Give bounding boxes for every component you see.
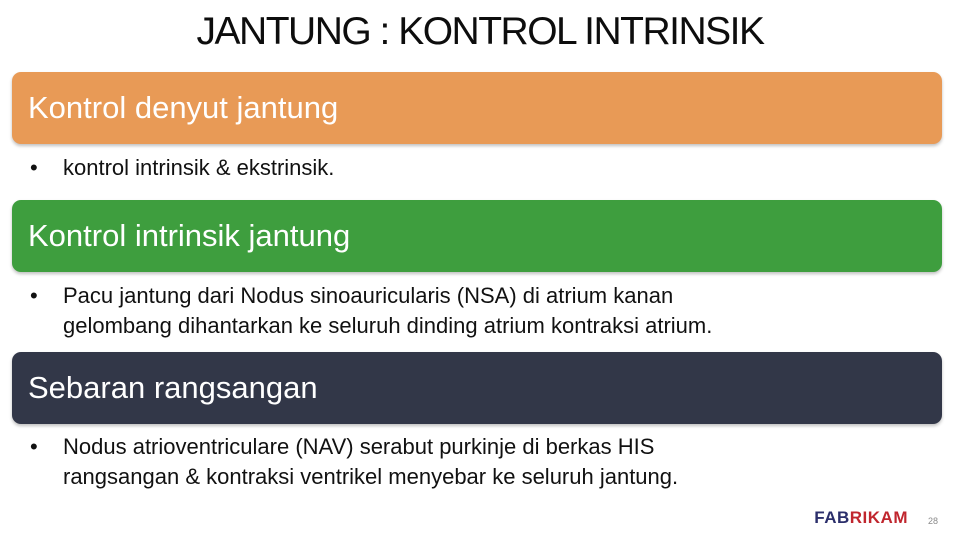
bullet-text: Pacu jantung dari Nodus sinoauricularis (NSA) di atrium kanan [63, 283, 674, 308]
section-bullet-stimulus-spread [30, 432, 930, 492]
section-heading-text: Sebaran rangsangan [28, 370, 318, 405]
bullet-text: kontrol intrinsik & ekstrinsik. [63, 155, 335, 180]
bullet-line [30, 153, 930, 183]
slide-title: JANTUNG : KONTROL INTRINSIK [196, 10, 764, 53]
page-number: 28 [927, 516, 938, 526]
bullet-text: Nodus atrioventriculare (NAV) serabut purkinje di berkas HIS [63, 434, 655, 459]
bullet-dot: • [30, 283, 38, 308]
brand-text-part2: RIKAM [849, 508, 908, 527]
section-heading-text: Kontrol denyut jantung [28, 90, 339, 125]
bullet-dot: • [30, 434, 38, 459]
brand-text-part1: FAB [814, 508, 850, 527]
bullet-line [30, 432, 930, 462]
bullet-line [30, 281, 930, 311]
section-heading-intrinsic-control [12, 200, 942, 272]
section-bullet-intrinsic-control [30, 281, 930, 341]
footer-brand-logo [814, 508, 908, 528]
bullet-dot: • [30, 155, 38, 180]
bullet-line-continuation: rangsangan & kontraksi ventrikel menyebar ke seluruh jantung. [63, 464, 679, 489]
section-heading-stimulus-spread [12, 352, 942, 424]
section-heading-heart-rate-control [12, 72, 942, 144]
bullet-line-continuation: gelombang dihantarkan ke seluruh dinding atrium kontraksi atrium. [63, 313, 713, 338]
section-heading-text: Kontrol intrinsik jantung [28, 218, 351, 253]
section-bullet-heart-rate-control [30, 153, 930, 183]
